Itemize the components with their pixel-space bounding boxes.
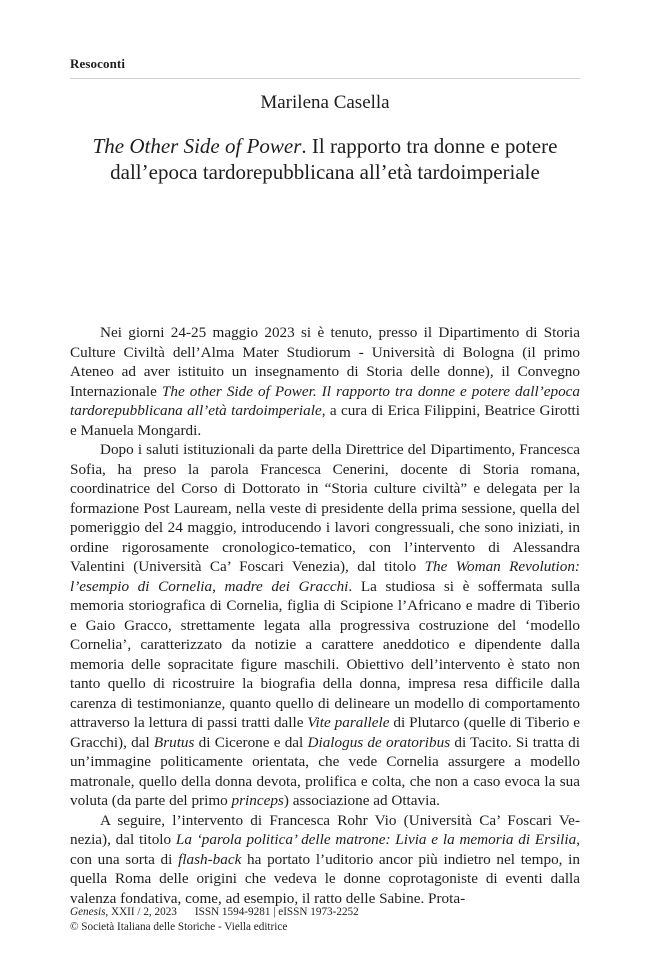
title-rest: . Il rapporto tra donne e potere dall’epoca tardorepubblicana all’età tardoimperiale [110, 134, 558, 184]
article-title [70, 133, 580, 185]
header-divider [70, 78, 580, 79]
text-run: ha portato l’uditorio ancor più indietro nel tempo, in quella Roma delle origini che vedeva le donne coprotagoniste di eventi dalla valenza fondativa, come, ad esempio, il ratto delle Sabine. Prota- [70, 850, 580, 907]
journal-issn: ISSN 1594-9281 | eISSN 1973-2252 [194, 906, 359, 918]
italic-text: The other Side of Power. Il rapporto tra donne e potere dall’epoca tardorepubblicana all’età tardoimperiale [70, 382, 580, 419]
italic-text: princeps [231, 792, 284, 809]
text-run: di Tacito. Si tratta di un’immagine politicamente orientata, che vede Cornelia assurgere a modello matronale, quello della donna devota, prolifica e colta, che non a caso evoca la sua voluta (da parte del primo [70, 733, 580, 809]
text-run: ) associazione ad Ottavia. [283, 792, 440, 809]
italic-text: The Woman Revolution: l’esempio di Cornelia, madre dei Gracchi [70, 558, 580, 595]
text-run: , a cura di Erica Filippini, Beatrice Girotti e Manuela Mongardi. [70, 402, 580, 439]
article-author: Marilena Casella [260, 92, 390, 113]
body-paragraph [70, 440, 580, 811]
title-italic: The Other Side of Power [92, 134, 302, 158]
text-run: di Cicerone e dal [194, 733, 308, 751]
text-run: . La studiosa si è soffermata sulla memoria storiografica di Cornelia, figlia di Scipione l’Africano e madre di Tiberio e Gaio Gracco, strettamente legata alla progressiva costruzione del ‘modello Cornelia’, caratterizzato da notizie a carattere aneddotico e dipendente dalla memoria delle sopracitate figure maschili. Obiettivo dell’intervento è stato non tanto quello di ricostruire la biografia della donna, impresa resa difficile dalla carenza di testimonianze, quanto quello di delineare un modello di comportamento attraverso la lettura di passi tratti dalle [70, 577, 580, 731]
text-run: Nei giorni 24-25 maggio 2023 si è tenuto, presso il Dipartimento di Storia Culture Civiltà dell’Alma Mater Studiorum - Università di Bologna (il primo Ateneo ad aver istituito un insegnamento di Storia delle donne), il Convegno Internazionale [70, 324, 580, 400]
body-paragraph [70, 323, 580, 440]
copyright: © Società Italiana delle Storiche - Viella editrice [70, 921, 288, 933]
italic-text: flash-back [178, 850, 242, 868]
page-footer [70, 905, 359, 935]
body-paragraph [70, 811, 580, 909]
text-run: A seguire, l’intervento di Francesca Rohr Vio (Università Ca’ Foscari Venezia), dal titolo [70, 811, 580, 848]
italic-text: La ‘parola politica’ delle matrone: Livia e la memoria di Ersilia [175, 831, 577, 848]
italic-text: Dialogus de oratoribus [307, 733, 451, 751]
text-run: di Plutarco (quelle di Tiberio e Gracchi), dal [70, 714, 580, 751]
italic-text: Brutus [153, 733, 195, 751]
article-body [70, 323, 580, 908]
section-label: Resoconti [70, 56, 126, 71]
journal-issue: , XXII / 2, 2023 [105, 906, 177, 918]
text-run: , con una sorta di [70, 831, 580, 868]
journal-name: Genesis [70, 906, 106, 918]
text-run: Dopo i saluti istituzionali da parte della Direttrice del Dipartimento, Francesca Sofia, ha preso la parola Francesca Cenerini, docente di Storia romana, coordinatrice del Corso di Dottorato in “Storia culture civiltà” e delegata per la formazione Post Lauream, nella veste di presidente della prima sessione, quella del pomeriggio del 24 maggio, introducendo i lavori congressuali, che sono iniziati, in ordine rigorosamente cronologico-tematico, con l’intervento di Alessandra Valentini (Università Ca’ Foscari Venezia), dal titolo [70, 441, 580, 575]
italic-text: Vite parallele [307, 714, 390, 731]
